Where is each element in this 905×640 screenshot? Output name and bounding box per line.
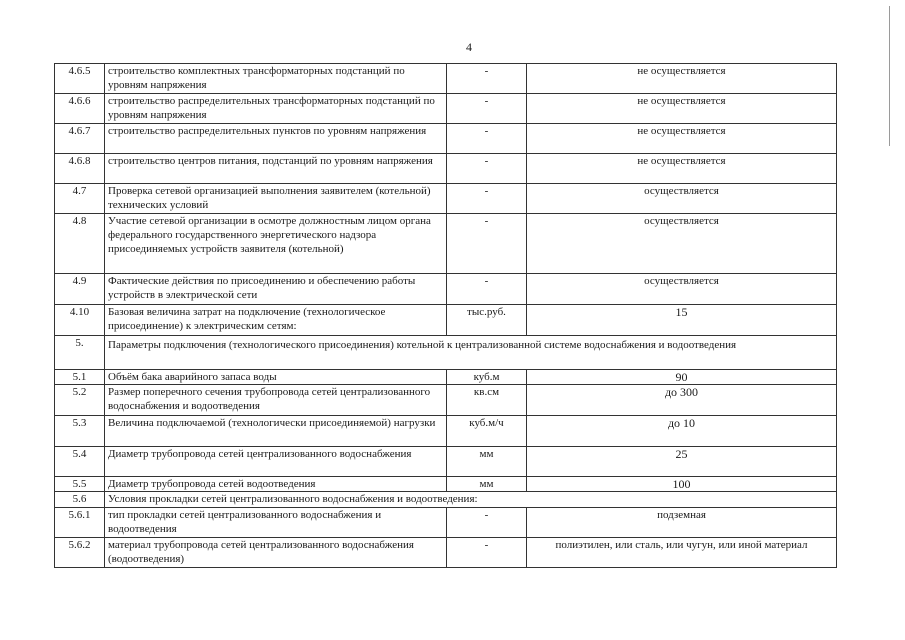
row-value: не осуществляется <box>527 64 837 94</box>
row-unit: мм <box>447 477 527 492</box>
row-description: тип прокладки сетей централизованного водоснабжения и водоотведения <box>105 508 447 538</box>
table-row <box>55 124 837 154</box>
row-number: 4.6.7 <box>55 124 105 154</box>
row-number: 4.6.6 <box>55 94 105 124</box>
row-value: 100 <box>527 477 837 492</box>
row-unit: - <box>447 508 527 538</box>
row-unit: - <box>447 124 527 154</box>
row-description: Проверка сетевой организацией выполнения заявителем (котельной) технических условий <box>105 184 447 214</box>
row-unit: - <box>447 154 527 184</box>
row-number: 5. <box>55 336 105 370</box>
row-unit: кв.см <box>447 385 527 416</box>
table-row <box>55 538 837 568</box>
row-description: Размер поперечного сечения трубопровода сетей централизованного водоснабжения и водоотведения <box>105 385 447 416</box>
row-unit: - <box>447 214 527 274</box>
page-number: 4 <box>466 40 472 54</box>
row-value: 25 <box>527 447 837 477</box>
table-row <box>55 508 837 538</box>
row-value: осуществляется <box>527 274 837 305</box>
row-number: 5.1 <box>55 370 105 385</box>
row-description: строительство распределительных трансформаторных подстанций по уровням напряжения <box>105 94 447 124</box>
row-unit: куб.м/ч <box>447 416 527 447</box>
row-description: Базовая величина затрат на подключение (технологическое присоединение) к электрическим сетям: <box>105 305 447 336</box>
row-number: 5.4 <box>55 447 105 477</box>
table-row <box>55 94 837 124</box>
row-number: 4.6.5 <box>55 64 105 94</box>
row-description: Величина подключаемой (технологически присоединяемой) нагрузки <box>105 416 447 447</box>
row-description: Объём бака аварийного запаса воды <box>105 370 447 385</box>
row-number: 4.10 <box>55 305 105 336</box>
row-number: 5.2 <box>55 385 105 416</box>
row-description: материал трубопровода сетей централизованного водоснабжения (водоотведения) <box>105 538 447 568</box>
row-description: строительство центров питания, подстанций по уровням напряжения <box>105 154 447 184</box>
row-value: не осуществляется <box>527 124 837 154</box>
table-row <box>55 214 837 274</box>
row-unit: мм <box>447 447 527 477</box>
row-description: Диаметр трубопровода сетей водоотведения <box>105 477 447 492</box>
section-title: Параметры подключения (технологического присоединения) котельной к централизованной системе водоснабжения и водоотведения <box>105 336 837 370</box>
row-value: полиэтилен, или сталь, или чугун, или иной материал <box>527 538 837 568</box>
row-number: 5.6.1 <box>55 508 105 538</box>
table-row <box>55 305 837 336</box>
table-row <box>55 154 837 184</box>
parameters-table <box>54 63 837 568</box>
row-value: 15 <box>527 305 837 336</box>
row-description: строительство комплектных трансформаторных подстанций по уровням напряжения <box>105 64 447 94</box>
section-title: Условия прокладки сетей централизованного водоснабжения и водоотведения: <box>105 492 837 508</box>
row-description: Фактические действия по присоединению и обеспечению работы устройств в электрической сети <box>105 274 447 305</box>
row-value: не осуществляется <box>527 94 837 124</box>
table-row <box>55 385 837 416</box>
row-value: 90 <box>527 370 837 385</box>
row-value: подземная <box>527 508 837 538</box>
row-number: 5.5 <box>55 477 105 492</box>
row-number: 4.6.8 <box>55 154 105 184</box>
table-row <box>55 416 837 447</box>
row-number: 4.8 <box>55 214 105 274</box>
row-unit: - <box>447 184 527 214</box>
row-unit: - <box>447 274 527 305</box>
row-value: до 300 <box>527 385 837 416</box>
row-number: 4.7 <box>55 184 105 214</box>
row-number: 5.6 <box>55 492 105 508</box>
row-value: не осуществляется <box>527 154 837 184</box>
row-description: строительство распределительных пунктов по уровням напряжения <box>105 124 447 154</box>
row-value: осуществляется <box>527 214 837 274</box>
table-row <box>55 184 837 214</box>
row-unit: - <box>447 94 527 124</box>
row-unit: куб.м <box>447 370 527 385</box>
table-row <box>55 370 837 385</box>
table-row <box>55 447 837 477</box>
section-row <box>55 492 837 508</box>
margin-rule <box>889 6 890 146</box>
table-row <box>55 477 837 492</box>
row-number: 5.3 <box>55 416 105 447</box>
row-unit: - <box>447 538 527 568</box>
table-row <box>55 274 837 305</box>
row-description: Диаметр трубопровода сетей централизованного водоснабжения <box>105 447 447 477</box>
table-row <box>55 64 837 94</box>
row-value: осуществляется <box>527 184 837 214</box>
row-description: Участие сетевой организации в осмотре должностным лицом органа федерального государственного энергетического надзора присоединяемых устройств заявителя (котельной) <box>105 214 447 274</box>
row-unit: тыс.руб. <box>447 305 527 336</box>
row-number: 4.9 <box>55 274 105 305</box>
section-row <box>55 336 837 370</box>
row-unit: - <box>447 64 527 94</box>
row-number: 5.6.2 <box>55 538 105 568</box>
row-value: до 10 <box>527 416 837 447</box>
